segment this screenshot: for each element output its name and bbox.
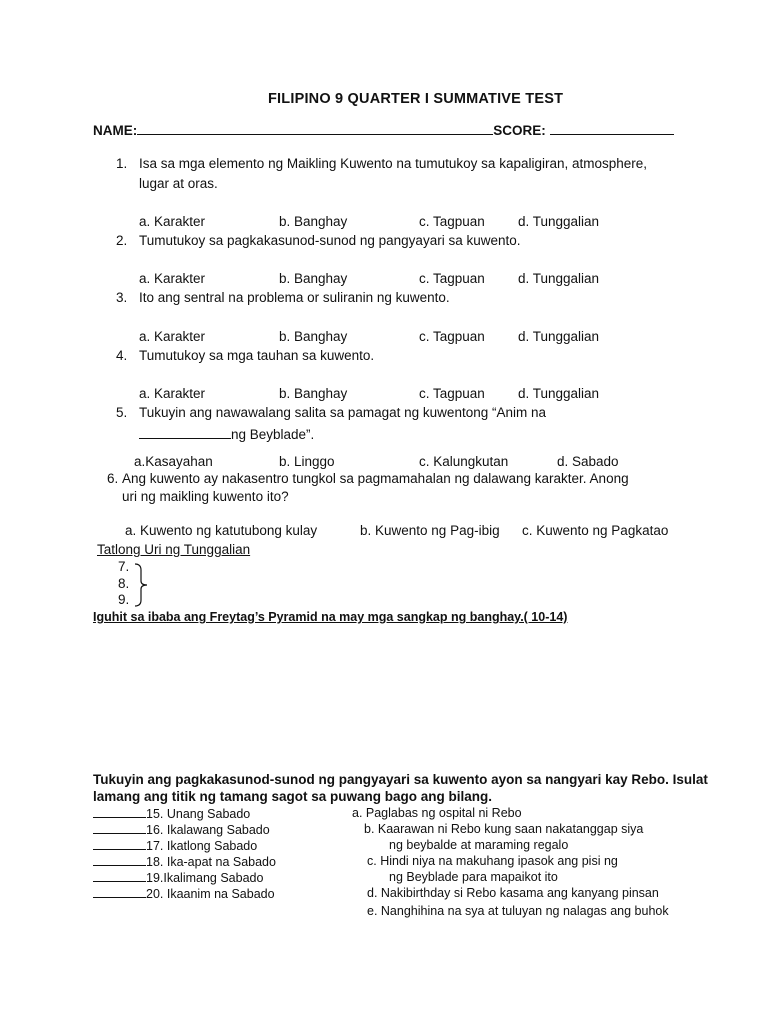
choice-b[interactable]: b. Banghay: [279, 329, 348, 344]
sequence-item: 16. Ikalawang Sabado: [93, 820, 270, 839]
sequence-option: ng beybalde at maraming regalo: [389, 838, 569, 852]
answer-blank[interactable]: [93, 820, 146, 834]
choice-c[interactable]: c. Kalungkutan: [419, 454, 509, 469]
choice-d[interactable]: d. Sabado: [557, 454, 619, 469]
choice-a[interactable]: a. Karakter: [139, 214, 206, 229]
choice-b[interactable]: b. Linggo: [279, 454, 335, 469]
name-row: [93, 121, 674, 140]
choice-b[interactable]: b. Kuwento ng Pag-ibig: [360, 523, 500, 538]
choice-b[interactable]: b. Banghay: [279, 214, 348, 229]
choice-c[interactable]: c. Tagpuan: [419, 329, 485, 344]
conflict-item: 8.: [118, 576, 130, 591]
question-text: Isa sa mga elemento ng Maikling Kuwento na tumutukoy sa kapaligiran, atmosphere,: [139, 156, 648, 171]
question-number: 5.: [116, 405, 128, 420]
choice-b[interactable]: b. Banghay: [279, 271, 348, 286]
sequence-item: 17. Ikatlong Sabado: [93, 836, 257, 855]
choice-d[interactable]: d. Tunggalian: [518, 271, 600, 286]
sequence-instruction: Tukuyin ang pagkakasunod-sunod ng pangyayari sa kuwento ayon sa nangyari kay Rebo. Isulat: [93, 772, 708, 787]
answer-blank[interactable]: [93, 852, 146, 866]
pyramid-instruction: Iguhit sa ibaba ang Freytag’s Pyramid na may mga sangkap ng banghay.( 10-14): [93, 610, 568, 624]
sequence-option: d. Nakibirthday si Rebo kasama ang kanyang pinsan: [367, 886, 659, 900]
choice-d[interactable]: d. Tunggalian: [518, 386, 600, 401]
choice-c[interactable]: c. Tagpuan: [419, 271, 485, 286]
conflict-item: 7.: [118, 559, 130, 574]
question-text: Tukuyin ang nawawalang salita sa pamagat ng kuwentong “Anim na: [139, 405, 546, 420]
choice-c[interactable]: c. Tagpuan: [419, 214, 485, 229]
sequence-option: c. Hindi niya na makuhang ipasok ang pisi ng: [367, 854, 618, 868]
sequence-option: ng Beyblade para mapaikot ito: [389, 870, 558, 884]
question-text: uri ng maikling kuwento ito?: [122, 489, 289, 504]
question-text: Ang kuwento ay nakasentro tungkol sa pagmamahalan ng dalawang karakter. Anong: [122, 471, 629, 486]
choice-a[interactable]: a. Karakter: [139, 271, 206, 286]
question-text-suffix: ng Beyblade”.: [231, 427, 315, 442]
choice-a[interactable]: a. Karakter: [139, 329, 206, 344]
sequence-option: a. Paglabas ng ospital ni Rebo: [352, 806, 522, 820]
sequence-instruction: lamang ang titik ng tamang sagot sa puwang bago ang bilang.: [93, 789, 493, 804]
brace-icon: [134, 562, 148, 608]
sequence-option: e. Nanghihina na sya at tuluyan ng nalagas ang buhok: [367, 904, 669, 918]
sequence-item: 19.Ikalimang Sabado: [93, 868, 263, 887]
question-text: lugar at oras.: [139, 176, 218, 191]
choice-c[interactable]: c. Tagpuan: [419, 386, 485, 401]
question-number: 2.: [116, 233, 128, 248]
test-title: FILIPINO 9 QUARTER I SUMMATIVE TEST: [268, 91, 564, 107]
answer-blank[interactable]: [93, 884, 146, 898]
question-number: 1.: [116, 156, 128, 171]
sequence-item: 18. Ika-apat na Sabado: [93, 852, 276, 871]
question-number: 3.: [116, 290, 128, 305]
name-field[interactable]: [137, 121, 493, 135]
score-label: SCORE:: [493, 123, 546, 138]
question-text-line2: [139, 425, 314, 444]
choice-d[interactable]: d. Tunggalian: [518, 329, 600, 344]
question-text: Ito ang sentral na problema or suliranin ng kuwento.: [139, 290, 450, 305]
answer-blank[interactable]: [139, 425, 231, 439]
name-label: NAME:: [93, 123, 138, 138]
conflict-title: Tatlong Uri ng Tunggalian: [97, 542, 251, 557]
answer-blank[interactable]: [93, 836, 146, 850]
question-text: Tumutukoy sa mga tauhan sa kuwento.: [139, 348, 375, 363]
question-text: Tumutukoy sa pagkakasunod-sunod ng pangyayari sa kuwento.: [139, 233, 521, 248]
choice-d[interactable]: d. Tunggalian: [518, 214, 600, 229]
choice-b[interactable]: b. Banghay: [279, 386, 348, 401]
choice-a[interactable]: a.Kasayahan: [134, 454, 213, 469]
sequence-item: 20. Ikaanim na Sabado: [93, 884, 275, 903]
score-field[interactable]: [550, 121, 674, 135]
choice-a[interactable]: a. Kuwento ng katutubong kulay: [125, 523, 318, 538]
answer-blank[interactable]: [93, 804, 146, 818]
question-number: 6.: [107, 471, 119, 486]
sequence-option: b. Kaarawan ni Rebo kung saan nakatanggap siya: [364, 822, 644, 836]
sequence-item: 15. Unang Sabado: [93, 804, 250, 823]
question-number: 4.: [116, 348, 128, 363]
choice-a[interactable]: a. Karakter: [139, 386, 206, 401]
choice-c[interactable]: c. Kuwento ng Pagkatao: [522, 523, 669, 538]
conflict-item: 9.: [118, 592, 130, 607]
answer-blank[interactable]: [93, 868, 146, 882]
